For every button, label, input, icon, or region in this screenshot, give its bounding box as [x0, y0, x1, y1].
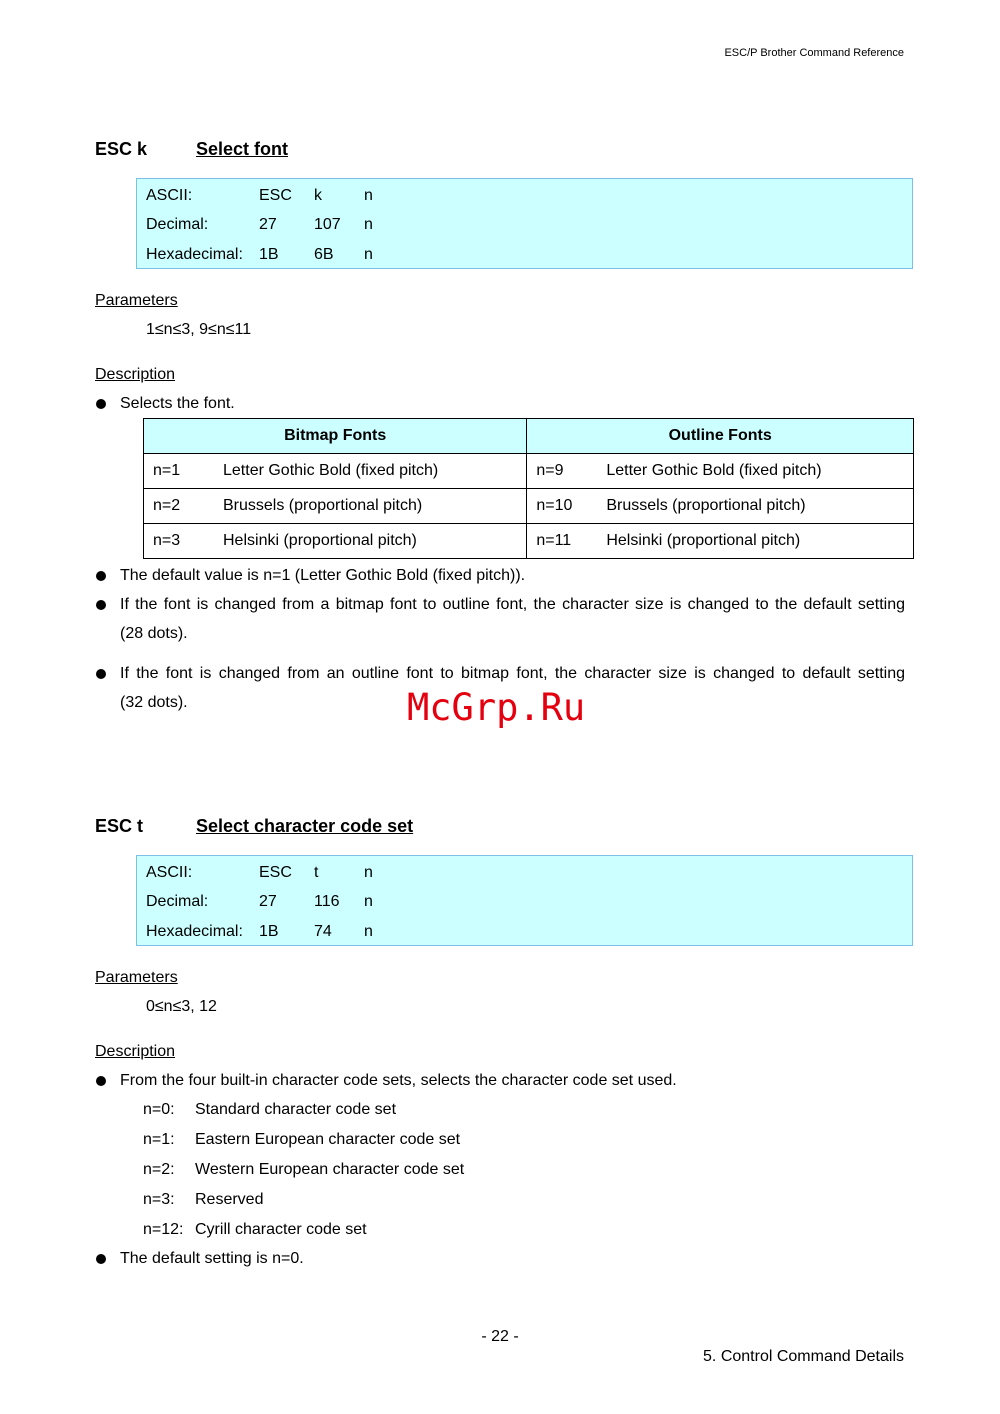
bullet-text: (32 dots).	[120, 694, 188, 711]
parameters-value: 0≤n≤3, 12	[146, 998, 217, 1015]
code-value: t	[314, 864, 319, 881]
parameters-label: Parameters	[95, 292, 178, 309]
code-value: 1B	[259, 923, 279, 940]
code-value: 107	[314, 216, 341, 233]
section-heading-esc-t	[95, 816, 413, 837]
table-cell	[527, 524, 914, 559]
parameters-label: Parameters	[95, 969, 178, 986]
font-number: n=9	[536, 462, 564, 479]
code-set-description: Cyrill character code set	[195, 1221, 367, 1238]
code-label: Decimal:	[146, 216, 209, 233]
code-value: k	[314, 187, 322, 204]
bullet-icon	[96, 571, 106, 581]
code-value: ESC	[259, 864, 292, 881]
font-name: Letter Gothic Bold (fixed pitch)	[223, 462, 439, 479]
code-set-number: n=3:	[143, 1191, 175, 1208]
code-value: ESC	[259, 187, 292, 204]
table-header: Outline Fonts	[527, 419, 914, 454]
font-name: Letter Gothic Bold (fixed pitch)	[606, 462, 822, 479]
table-cell	[527, 454, 914, 489]
code-value: n	[364, 216, 373, 233]
code-value: 116	[314, 893, 340, 910]
font-table	[143, 418, 914, 559]
code-set-number: n=1:	[143, 1131, 175, 1148]
font-name: Helsinki (proportional pitch)	[223, 532, 417, 549]
code-value: n	[364, 187, 373, 204]
table-header: Bitmap Fonts	[144, 419, 527, 454]
code-label: Hexadecimal:	[146, 923, 243, 940]
code-label: ASCII:	[146, 864, 193, 881]
bullet-text: The default value is n=1 (Letter Gothic Bold (fixed pitch)).	[120, 567, 526, 584]
bullet-text: If the font is changed from an outline font to bitmap font, the character size is changed to default setting	[120, 665, 905, 682]
code-set-description: Eastern European character code set	[195, 1131, 461, 1148]
font-number: n=1	[153, 462, 181, 479]
command-title: Select font	[196, 139, 289, 159]
code-set-number: n=0:	[143, 1101, 175, 1118]
page-number: - 22 -	[481, 1328, 519, 1345]
watermark: McGrp.Ru	[407, 686, 586, 729]
bullet-text: Selects the font.	[120, 395, 235, 412]
code-value: n	[364, 246, 373, 263]
code-set-description: Standard character code set	[195, 1101, 397, 1118]
running-header: ESC/P Brother Command Reference	[724, 47, 904, 59]
font-number: n=3	[153, 532, 181, 549]
bullet-text: If the font is changed from a bitmap font to outline font, the character size is changed to the default setting	[120, 596, 905, 613]
code-set-description: Western European character code set	[195, 1161, 465, 1178]
bullet-icon	[96, 600, 106, 610]
command-code-box	[136, 855, 913, 946]
code-label: Decimal:	[146, 893, 209, 910]
code-value: n	[364, 923, 373, 940]
table-cell	[144, 524, 527, 559]
description-label: Description	[95, 366, 176, 383]
code-value: n	[364, 893, 373, 910]
font-name: Brussels (proportional pitch)	[223, 497, 423, 514]
command-name: ESC k	[95, 139, 148, 159]
font-name: Helsinki (proportional pitch)	[606, 532, 801, 549]
section-heading-esc-k	[95, 139, 288, 160]
code-value: n	[364, 864, 373, 881]
code-label: Hexadecimal:	[146, 246, 243, 263]
font-name: Brussels (proportional pitch)	[606, 497, 806, 514]
code-value: 27	[259, 216, 277, 233]
table-cell	[527, 489, 914, 524]
code-value: 6B	[314, 246, 334, 263]
code-value: 1B	[259, 246, 279, 263]
table-row	[144, 454, 914, 489]
table-header-row	[144, 419, 914, 454]
code-set-description: Reserved	[195, 1191, 264, 1208]
bullet-icon	[96, 1254, 106, 1264]
bullet-text: The default setting is n=0.	[120, 1250, 304, 1267]
code-value: 74	[314, 923, 332, 940]
parameters-value: 1≤n≤3, 9≤n≤11	[146, 321, 252, 338]
bullet-text: (28 dots).	[120, 625, 188, 642]
description-label: Description	[95, 1043, 176, 1060]
code-value: 27	[259, 893, 277, 910]
font-number: n=10	[536, 497, 573, 514]
font-number: n=2	[153, 497, 181, 514]
code-set-number: n=2:	[143, 1161, 175, 1178]
bullet-icon	[96, 1076, 106, 1086]
bullet-icon	[96, 399, 106, 409]
table-row	[144, 524, 914, 559]
code-label: ASCII:	[146, 187, 193, 204]
chapter-footer: 5. Control Command Details	[703, 1348, 904, 1365]
command-name: ESC t	[95, 816, 144, 836]
bullet-icon	[96, 669, 106, 679]
command-code-box	[136, 178, 913, 269]
command-title: Select character code set	[196, 816, 414, 836]
table-row	[144, 489, 914, 524]
font-number: n=11	[536, 532, 572, 549]
code-set-number: n=12:	[143, 1221, 184, 1238]
table-cell	[144, 454, 527, 489]
bullet-text: From the four built-in character code sets, selects the character code set used.	[120, 1072, 677, 1089]
table-cell	[144, 489, 527, 524]
